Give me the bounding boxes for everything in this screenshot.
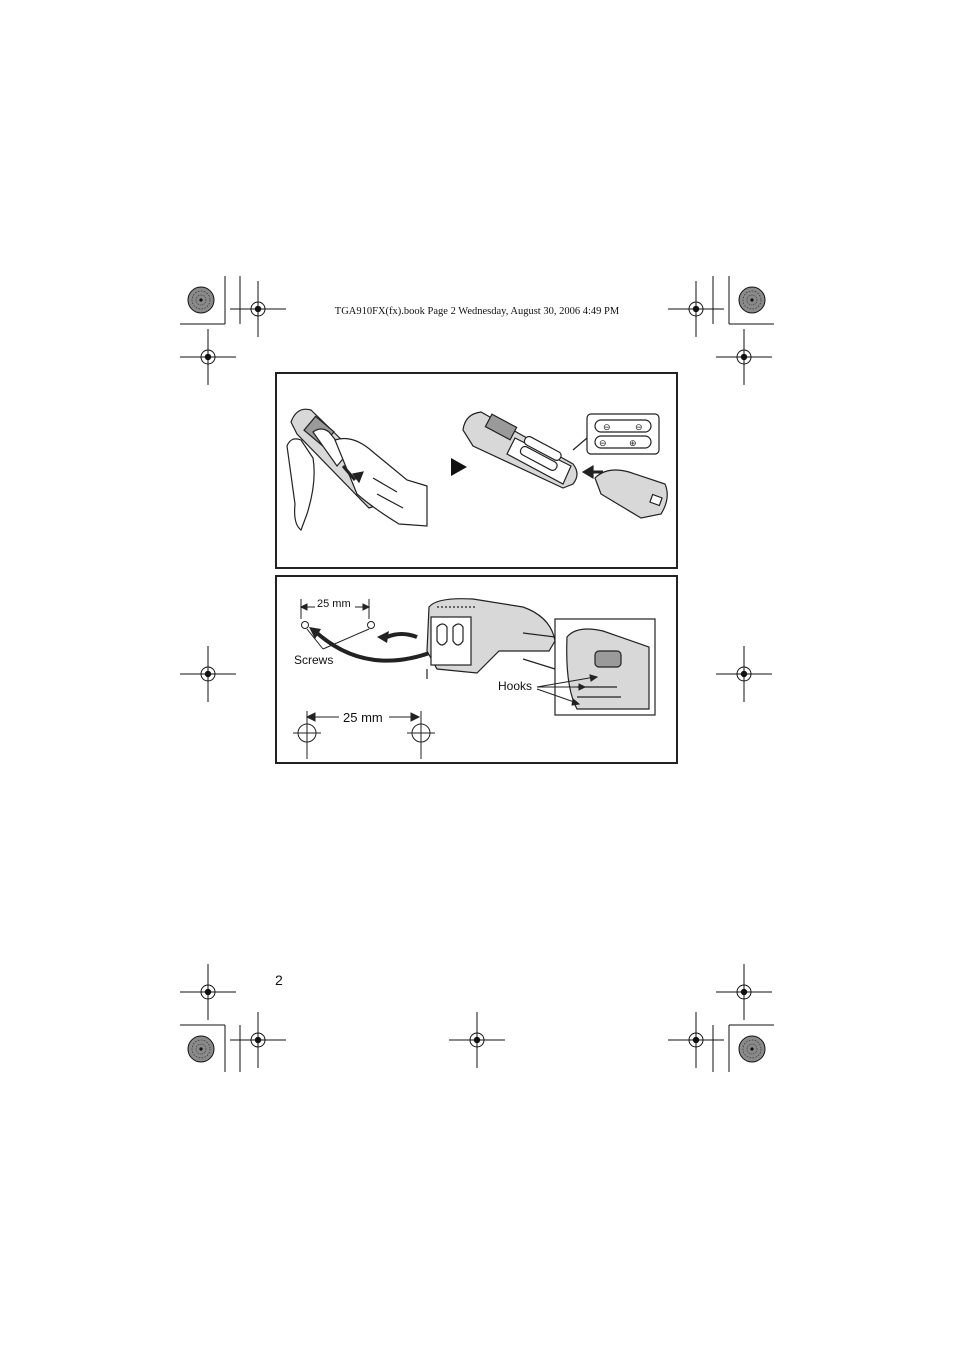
handset-in-hand xyxy=(287,409,427,530)
base-unit xyxy=(427,599,555,679)
curved-arrows xyxy=(317,633,435,661)
crosshair-target-icon xyxy=(293,711,321,759)
svg-text:⊖: ⊖ xyxy=(635,422,643,432)
corner-top-right xyxy=(668,276,774,385)
page-number: 2 xyxy=(275,972,283,988)
svg-text:⊕: ⊕ xyxy=(629,438,637,448)
screws-label: Screws xyxy=(294,653,334,667)
corner-top-left xyxy=(180,276,286,385)
file-info-header: TGA910FX(fx).book Page 2 Wednesday, August 30, 2006 4:49 PM xyxy=(334,306,620,317)
hooks-label: Hooks xyxy=(498,679,533,693)
battery-illustration xyxy=(277,374,680,571)
battery-replacement-figure xyxy=(275,372,678,569)
wall-mounting-figure xyxy=(275,575,678,764)
cover-insert xyxy=(583,466,667,518)
handset-open xyxy=(463,412,577,488)
small-spacing-label: 25 mm xyxy=(317,598,351,610)
play-triangle-icon xyxy=(451,458,467,476)
screws xyxy=(302,622,375,650)
corner-bottom-left xyxy=(180,964,286,1072)
corner-bottom-right xyxy=(668,964,774,1072)
svg-text:⊖: ⊖ xyxy=(603,422,611,432)
svg-text:⊖: ⊖ xyxy=(599,438,607,448)
polarity-inset xyxy=(573,414,659,454)
large-spacing-label: 25 mm xyxy=(343,710,383,725)
